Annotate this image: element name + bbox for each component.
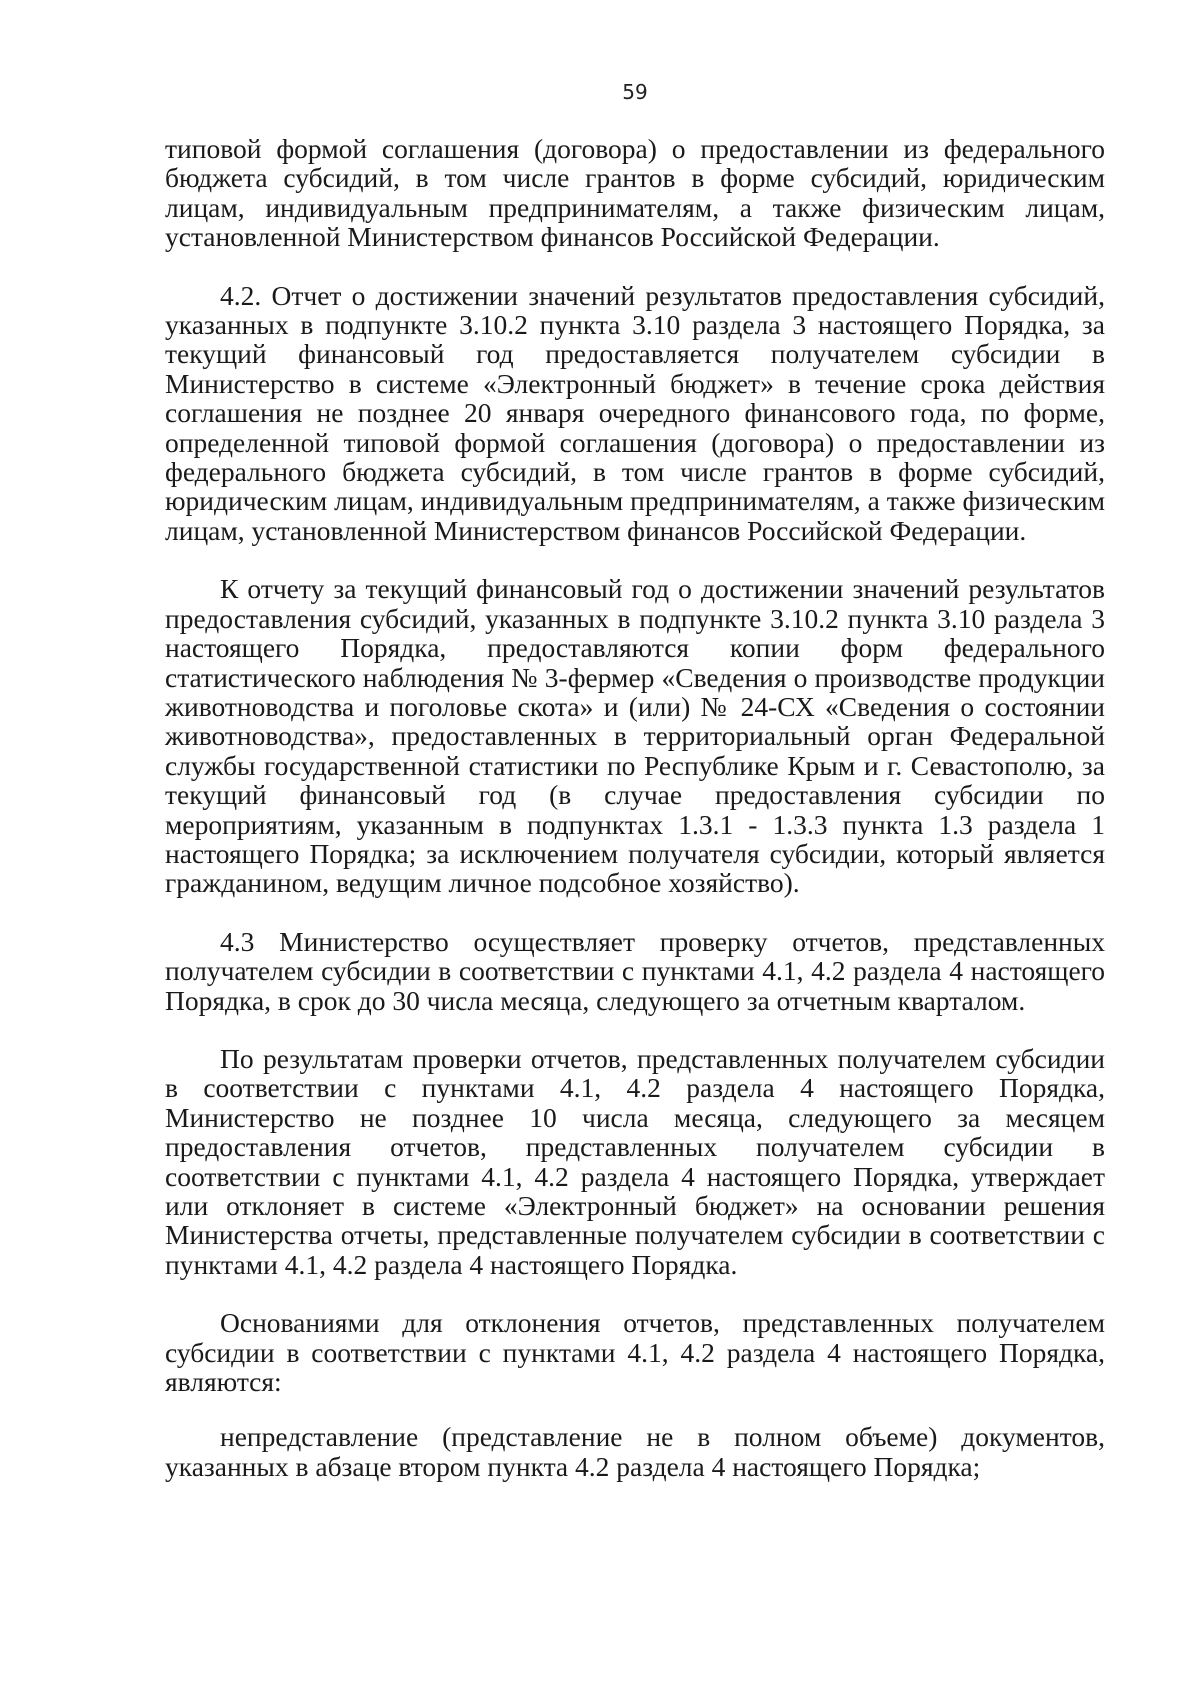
document-body — [165, 134, 1105, 1510]
paragraph-non-submission: непредставление (представление не в полном объеме) документов, указанных в абзаце втором пункта 4.2 раздела 4 настоящего Порядка; — [165, 1421, 1105, 1482]
page-number: 59 — [622, 80, 648, 104]
paragraph-4-2: 4.2. Отчет о достижении значений результатов предоставления субсидий, указанных в подпункте 3.10.2 пункта 3.10 раздела 3 настоящего Порядка, за текущий финансовый год предоставляется получателем субсидии в Министерство в системе «Электронный бюджет» в течение срока действия соглашения не позднее 20 января очередного финансового года, по форме, определенной типовой формой соглашения (договора) о предоставлении из федерального бюджета субсидий, в том числе грантов в форме субсидий, юридическим лицам, индивидуальным предпринимателям, а также физическим лицам, установленной Министерством финансов Российской Федерации. — [165, 279, 1105, 546]
paragraph-rejection-grounds: Основаниями для отклонения отчетов, представленных получателем субсидии в соответствии с пунктами 4.1, 4.2 раздела 4 настоящего Порядка, являются: — [165, 1307, 1105, 1398]
paragraph-4-3: 4.3 Министерство осуществляет проверку отчетов, представленных получателем субсидии в соответствии с пунктами 4.1, 4.2 раздела 4 настоящего Порядка, в срок до 30 числа месяца, следующего за отчетным кварталом. — [165, 925, 1105, 1016]
paragraph-continuation: типовой формой соглашения (договора) о предоставлении из федерального бюджета субсидий, в том числе грантов в форме субсидий, юридическим лицам, индивидуальным предпринимателям, а также физическим лицам, установленной Министерством финансов Российской Федерации. — [165, 133, 1105, 253]
paragraph-check-results: По результатам проверки отчетов, представленных получателем субсидии в соответствии с пунктами 4.1, 4.2 раздела 4 настоящего Порядка, Министерство не позднее 10 числа месяца, следующего за месяцем предоставления отчетов, представленных получателем субсидии в соответствии с пунктами 4.1, 4.2 раздела 4 настоящего Порядка, утверждает или отклоняет в системе «Электронный бюджет» на основании решения Министерства отчеты, представленные получателем субсидии в соответствии с пунктами 4.1, 4.2 раздела 4 настоящего Порядка. — [165, 1042, 1105, 1280]
paragraph-report-attachments: К отчету за текущий финансовый год о достижении значений результатов предоставления субсидий, указанных в подпункте 3.10.2 пункта 3.10 раздела 3 настоящего Порядка, предоставляются копии форм федерального статистического наблюдения № 3-фермер «Сведения о производстве продукции животноводства и поголовье скота» и (или) № 24-СХ «Сведения о состоянии животноводства», предоставленных в территориальный орган Федеральной службы государственной статистики по Республике Крым и г. Севастополю, за текущий финансовый год (в случае предоставления субсидии по мероприятиям, указанным в подпунктах 1.3.1 - 1.3.3 пункта 1.3 раздела 1 настоящего Порядка; за исключением получателя субсидии, который является гражданином, ведущим личное подсобное хозяйство). — [165, 573, 1105, 899]
